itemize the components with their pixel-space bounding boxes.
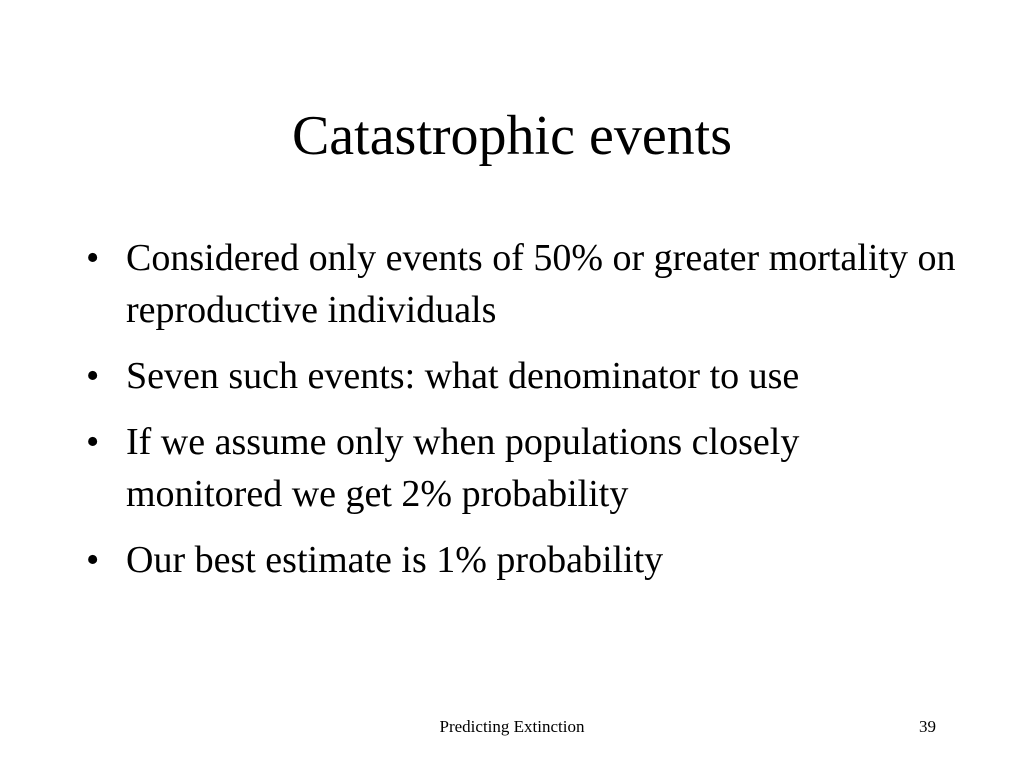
bullet-text: Our best estimate is 1% probability	[126, 539, 664, 581]
slide-title: Catastrophic events	[291, 105, 733, 167]
bullet-item	[86, 534, 956, 586]
bullet-icon: •	[86, 539, 100, 581]
bullet-icon: •	[86, 237, 100, 279]
bullet-list	[86, 232, 956, 600]
bullet-item	[86, 232, 956, 336]
bullet-icon: •	[86, 421, 100, 463]
footer-title: Predicting Extinction	[439, 717, 585, 736]
bullet-text: Seven such events: what denominator to use	[126, 355, 800, 397]
bullet-text: If we assume only when populations closely monitored we get 2% probability	[126, 421, 800, 515]
bullet-text: Considered only events of 50% or greater mortality on reproductive individuals	[126, 237, 956, 331]
bullet-item	[86, 416, 956, 520]
page-number: 39	[919, 717, 936, 736]
bullet-icon: •	[86, 355, 100, 397]
bullet-item	[86, 350, 956, 402]
